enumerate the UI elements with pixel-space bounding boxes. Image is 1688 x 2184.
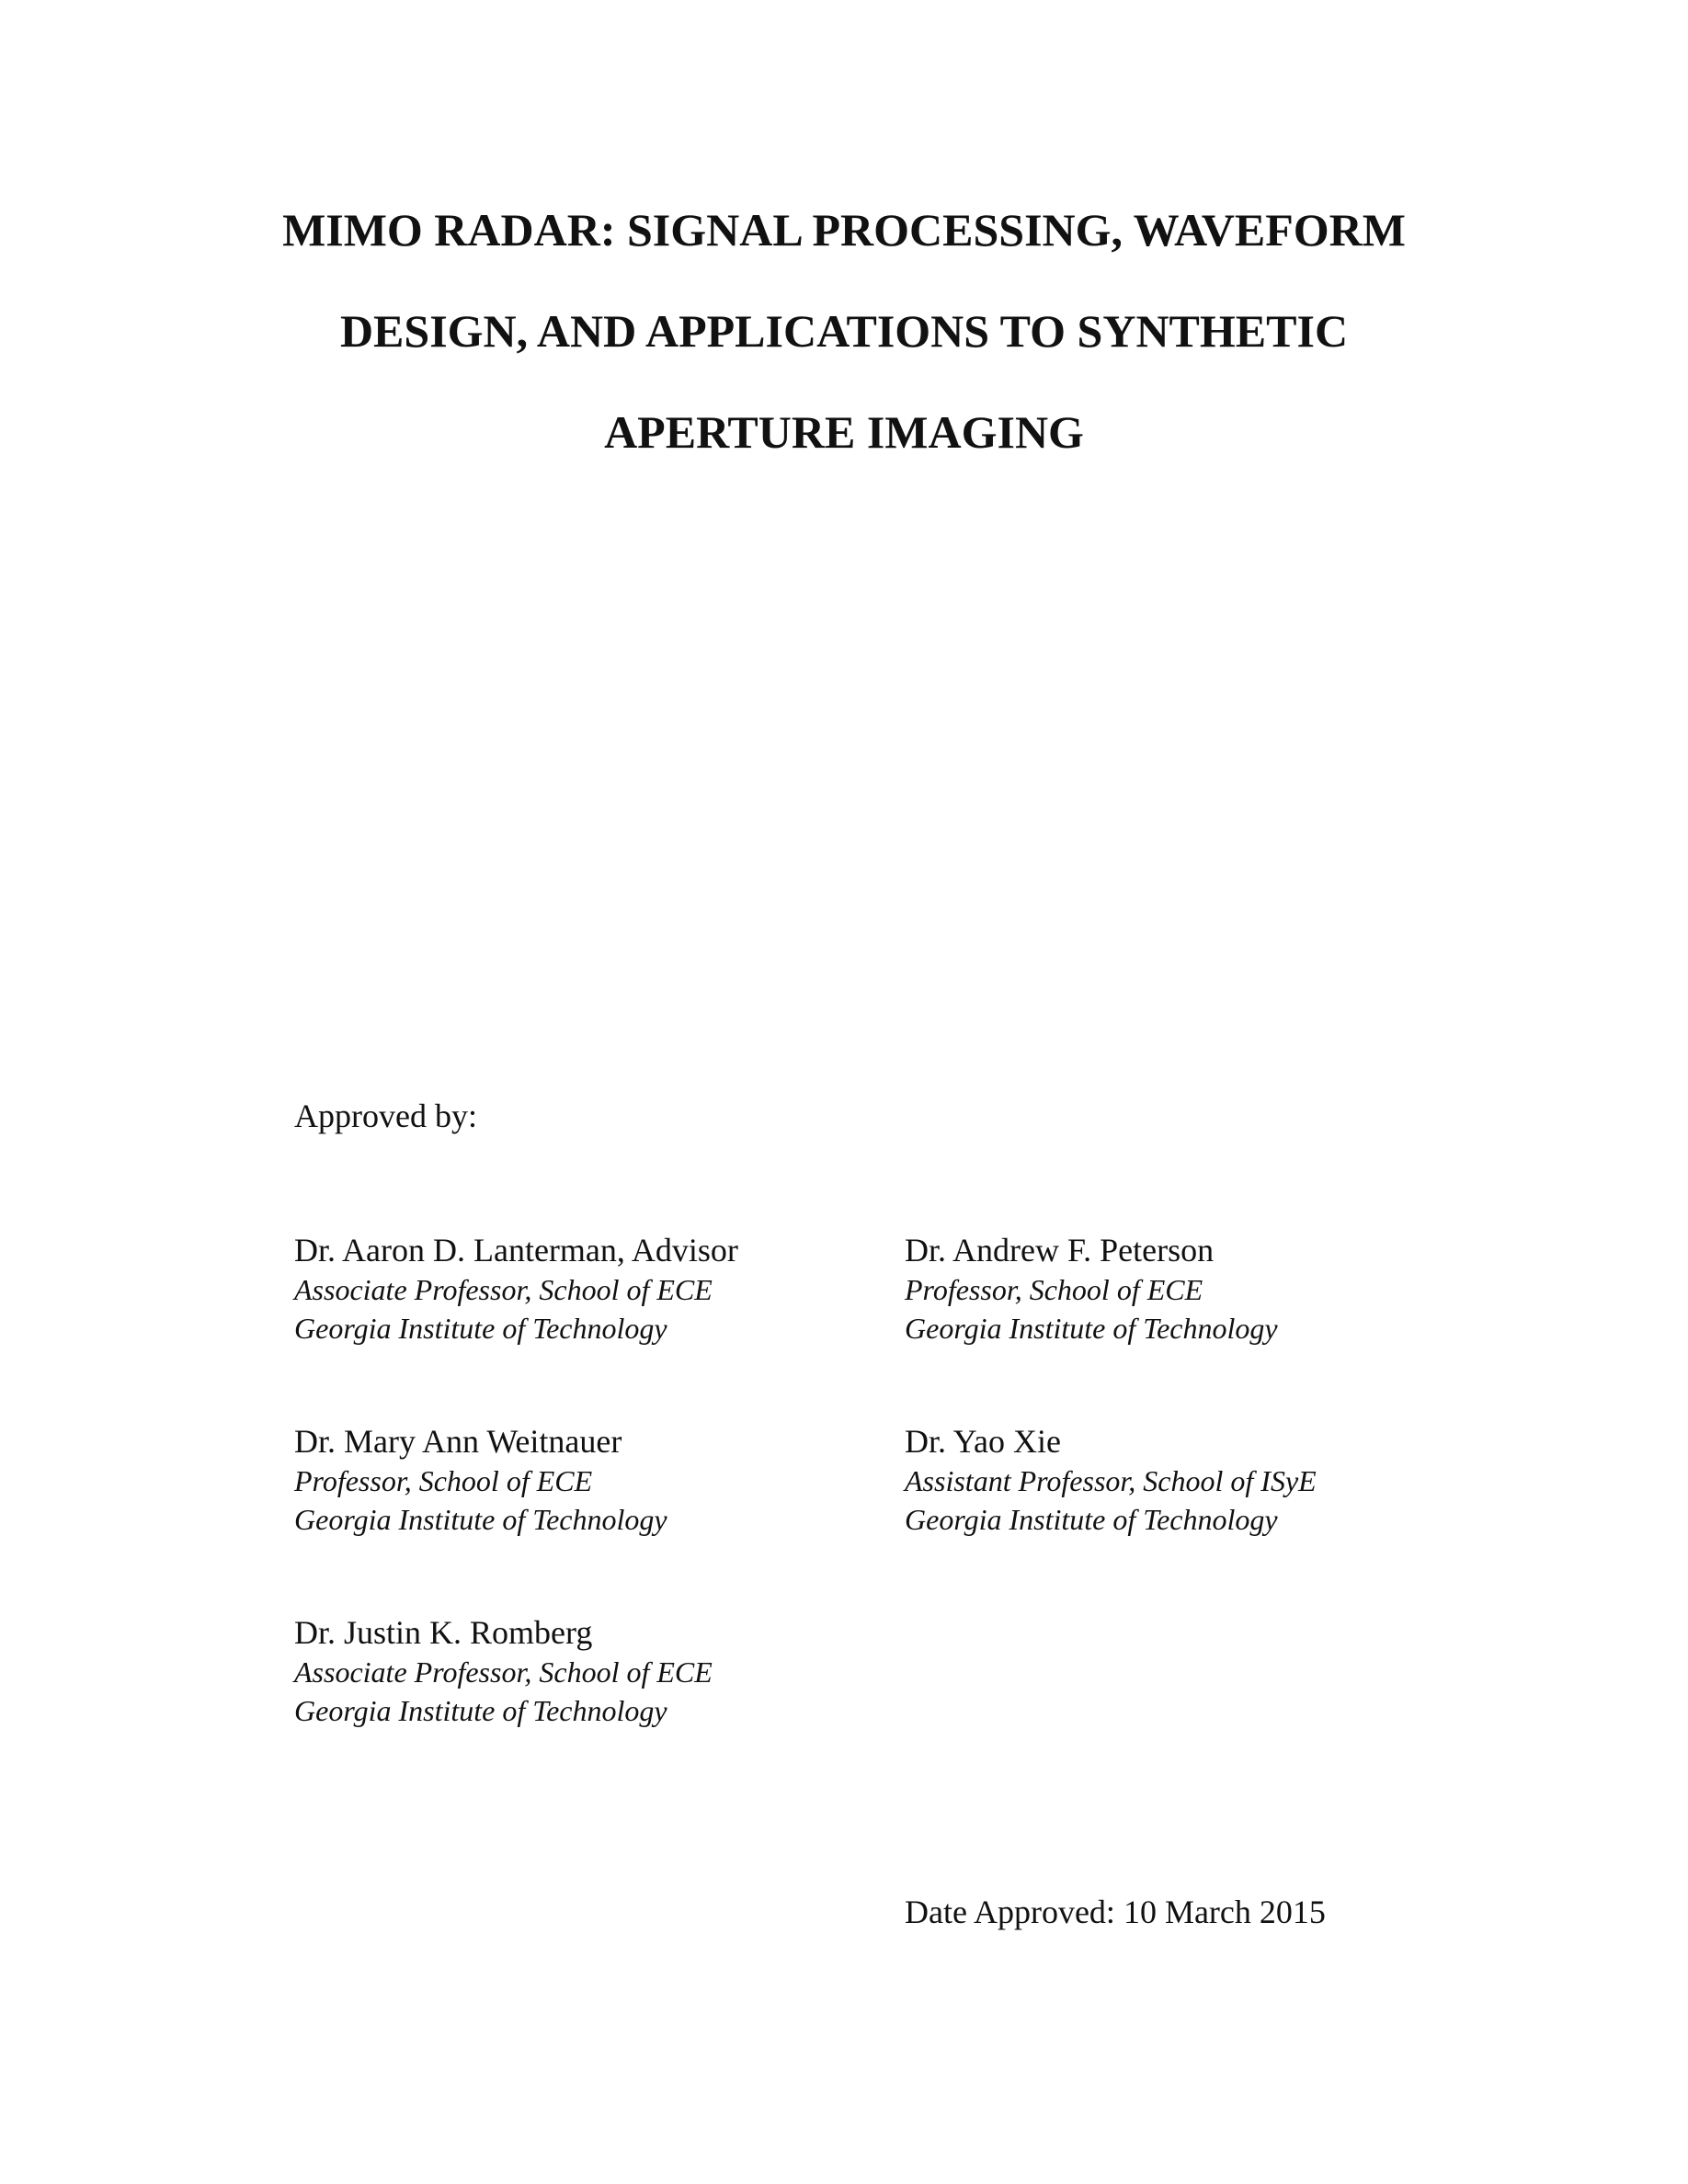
member-role: Professor, School of ECE (905, 1273, 1203, 1306)
date-approved: Date Approved: 10 March 2015 (905, 1894, 1326, 1930)
committee-member (905, 1421, 1317, 1539)
title-line-3: APERTURE IMAGING (604, 406, 1084, 458)
member-name: Dr. Mary Ann Weitnauer (294, 1423, 622, 1460)
member-role: Professor, School of ECE (294, 1464, 593, 1497)
member-role: Associate Professor, School of ECE (294, 1273, 713, 1306)
member-affiliation: Georgia Institute of Technology (905, 1503, 1278, 1536)
member-affiliation: Georgia Institute of Technology (294, 1694, 667, 1727)
committee-member (294, 1421, 667, 1539)
member-affiliation: Georgia Institute of Technology (294, 1312, 667, 1345)
thesis-title (0, 179, 1688, 483)
committee-member-advisor (294, 1230, 738, 1348)
member-affiliation: Georgia Institute of Technology (905, 1312, 1278, 1345)
approved-by-label: Approved by: (294, 1098, 477, 1134)
title-line-1: MIMO RADAR: SIGNAL PROCESSING, WAVEFORM (282, 204, 1406, 256)
member-name: Dr. Justin K. Romberg (294, 1614, 593, 1651)
committee-member (905, 1230, 1278, 1348)
member-name: Dr. Andrew F. Peterson (905, 1232, 1215, 1268)
committee-member (294, 1612, 713, 1730)
member-affiliation: Georgia Institute of Technology (294, 1503, 667, 1536)
title-line-2: DESIGN, AND APPLICATIONS TO SYNTHETIC (339, 305, 1349, 357)
member-role: Assistant Professor, School of ISyE (905, 1464, 1317, 1497)
member-role: Associate Professor, School of ECE (294, 1655, 713, 1689)
member-name: Dr. Yao Xie (905, 1423, 1062, 1460)
member-name: Dr. Aaron D. Lanterman, Advisor (294, 1232, 738, 1268)
